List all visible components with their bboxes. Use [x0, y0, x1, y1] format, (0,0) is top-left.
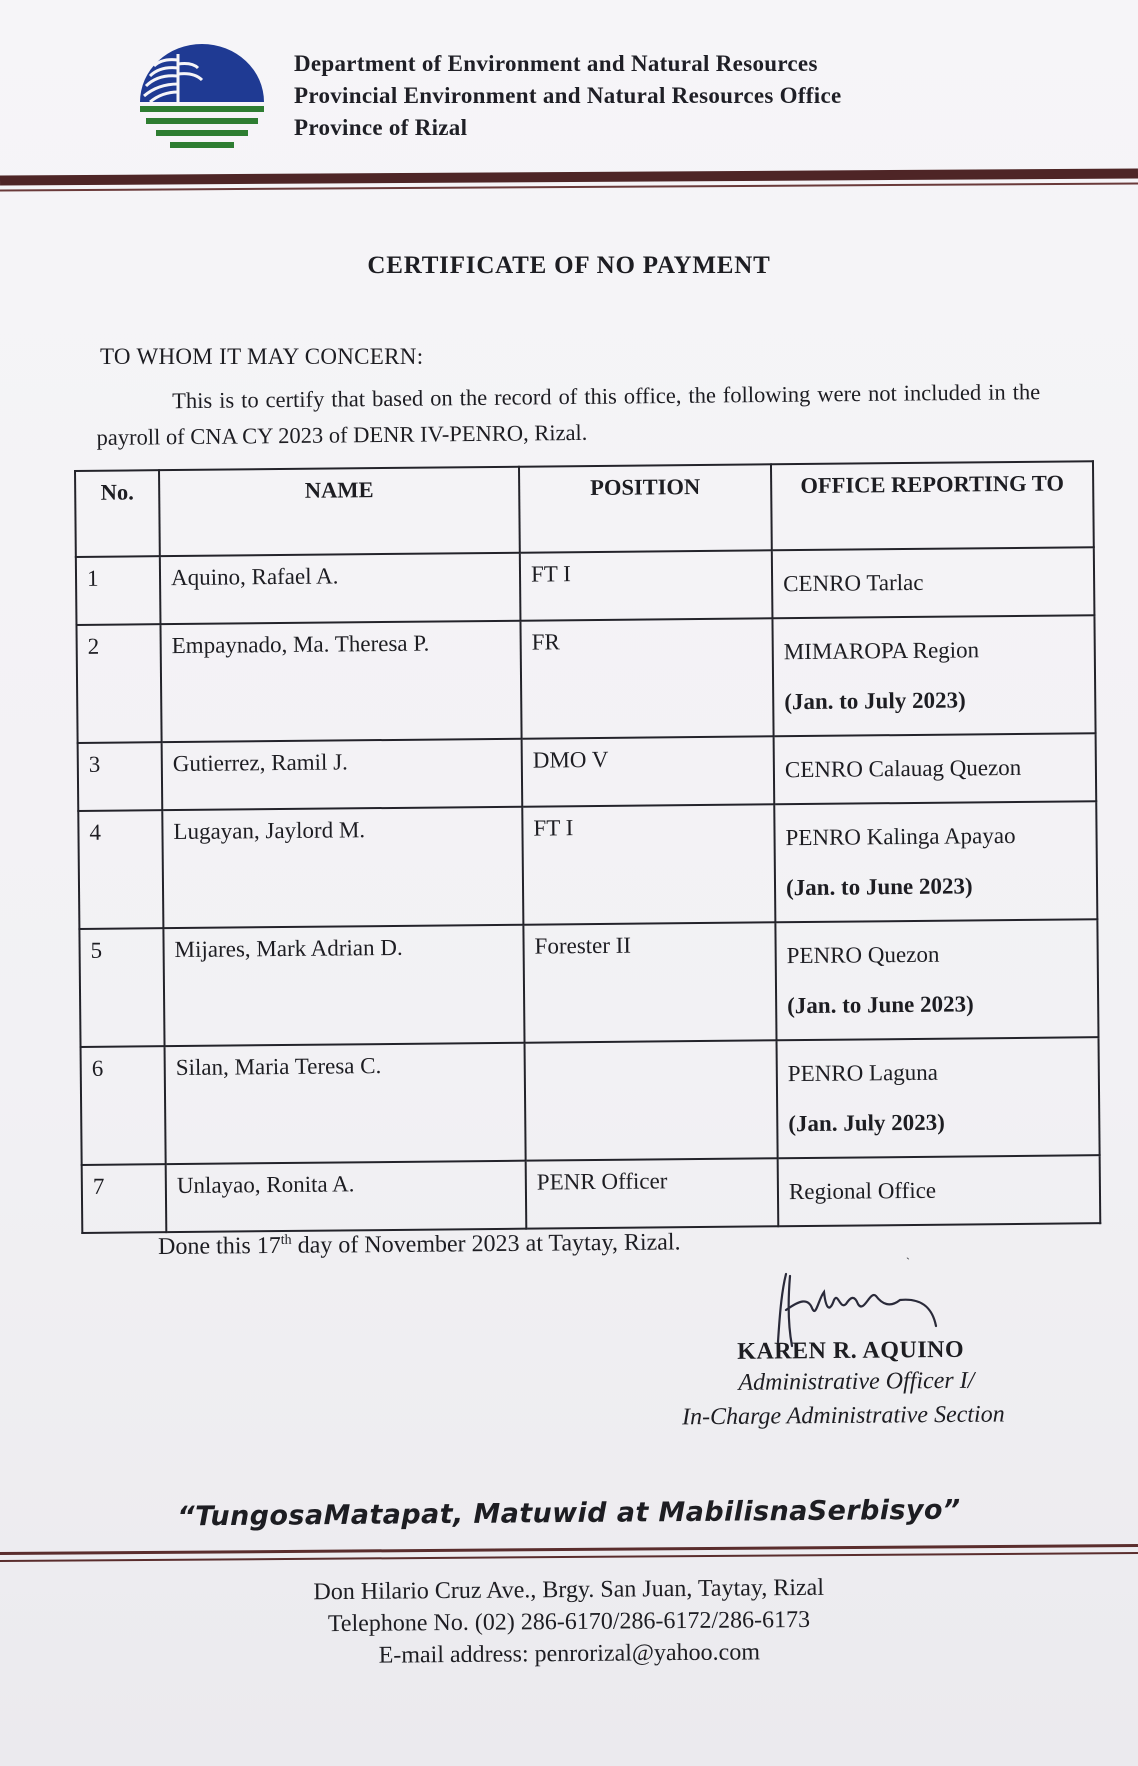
row-position: Forester II	[523, 922, 776, 1042]
row-no: 2	[76, 624, 161, 743]
table-row	[76, 615, 1095, 743]
signatory-title-1: Administrative Officer I/	[738, 1367, 975, 1396]
row-position: FT I	[520, 550, 773, 620]
row-office	[777, 1037, 1100, 1158]
row-position: PENR Officer	[526, 1158, 779, 1228]
row-office	[772, 547, 1095, 618]
certification-body: This is to certify that based on the record of this office, the following were not included in the payroll of CNA CY 2023 of DENR IV-PENRO, Rizal.	[96, 379, 1041, 450]
signatory-block	[604, 1337, 1005, 1435]
row-no: 1	[76, 556, 161, 625]
header-office: OFFICE REPORTING TO	[771, 461, 1094, 550]
header-no: No.	[75, 470, 160, 557]
row-no: 3	[78, 742, 163, 811]
table-row	[81, 1037, 1100, 1165]
table-header-row	[75, 461, 1094, 557]
office-period: (Jan. July 2023)	[788, 1109, 945, 1137]
row-office	[778, 1155, 1101, 1226]
row-office	[774, 733, 1097, 804]
document-title: CERTIFICATE OF NO PAYMENT	[367, 252, 771, 279]
footer-contact	[0, 1569, 1138, 1675]
personnel-table	[74, 460, 1101, 1234]
office-period: (Jan. to July 2023)	[784, 687, 966, 715]
signatory-name: KAREN R. AQUINO	[737, 1336, 965, 1365]
table-row	[78, 733, 1097, 811]
done-suffix: day of November 2023 at Taytay, Rizal.	[291, 1229, 681, 1259]
table-row	[79, 919, 1098, 1047]
table-row	[82, 1155, 1101, 1233]
office-name: Regional Office	[788, 1177, 937, 1205]
footer-telephone: Telephone No. (02) 286-6170/286-6172/286-6173	[327, 1606, 811, 1638]
row-name: Silan, Maria Teresa C.	[165, 1043, 526, 1164]
stray-mark: ˎ	[906, 1246, 910, 1260]
certification-text	[96, 374, 1041, 456]
office-name: MIMAROPA Region	[783, 637, 980, 665]
denr-logo-icon	[132, 40, 272, 160]
row-position: FR	[520, 618, 773, 738]
office-name: CENRO Calauag Quezon	[784, 754, 1022, 783]
row-position	[525, 1040, 778, 1160]
done-ordinal: th	[280, 1232, 292, 1248]
row-office	[772, 615, 1095, 736]
office-name: PENRO Quezon	[786, 941, 940, 969]
row-office	[775, 919, 1098, 1040]
done-prefix: Done this 17	[158, 1232, 281, 1260]
row-position: DMO V	[522, 736, 775, 806]
agency-line-office: Provincial Environment and Natural Resources Office	[294, 83, 842, 108]
signatory-title-2: In-Charge Administrative Section	[681, 1401, 1005, 1431]
row-name: Aquino, Rafael A.	[160, 553, 521, 624]
agency-line-province: Province of Rizal	[294, 115, 468, 140]
agency-motto: “TungosaMatapat, Matuwid at MabilisnaSerbisyo”	[177, 1494, 961, 1533]
row-no: 4	[78, 810, 163, 929]
agency-header	[294, 48, 841, 144]
row-name: Empaynado, Ma. Theresa P.	[160, 621, 521, 742]
row-no: 6	[81, 1046, 166, 1165]
row-position: FT I	[522, 804, 775, 924]
footer-email: E-mail address: penrorizal@yahoo.com	[378, 1639, 761, 1669]
header-name: NAME	[159, 467, 520, 556]
office-name: PENRO Kalinga Apayao	[785, 822, 1016, 851]
row-name: Lugayan, Jaylord M.	[162, 807, 523, 928]
date-place-line	[158, 1229, 681, 1261]
office-period: (Jan. to June 2023)	[785, 873, 973, 901]
row-name: Gutierrez, Ramil J.	[162, 739, 523, 810]
office-period: (Jan. to June 2023)	[787, 991, 974, 1019]
table-row	[78, 801, 1097, 929]
row-no: 7	[82, 1164, 167, 1233]
footer-address: Don Hilario Cruz Ave., Brgy. San Juan, Taytay, Rizal	[313, 1574, 825, 1606]
agency-line-department: Department of Environment and Natural Resources	[294, 51, 818, 76]
table-row	[76, 547, 1095, 625]
salutation: TO WHOM IT MAY CONCERN:	[100, 344, 424, 369]
row-no: 5	[79, 928, 164, 1047]
row-name: Mijares, Mark Adrian D.	[163, 925, 524, 1046]
row-name: Unlayao, Ronita A.	[166, 1161, 527, 1232]
header-position: POSITION	[519, 464, 772, 552]
office-name: PENRO Laguna	[787, 1059, 939, 1087]
row-office	[774, 801, 1097, 922]
office-name: CENRO Tarlac	[783, 569, 924, 597]
